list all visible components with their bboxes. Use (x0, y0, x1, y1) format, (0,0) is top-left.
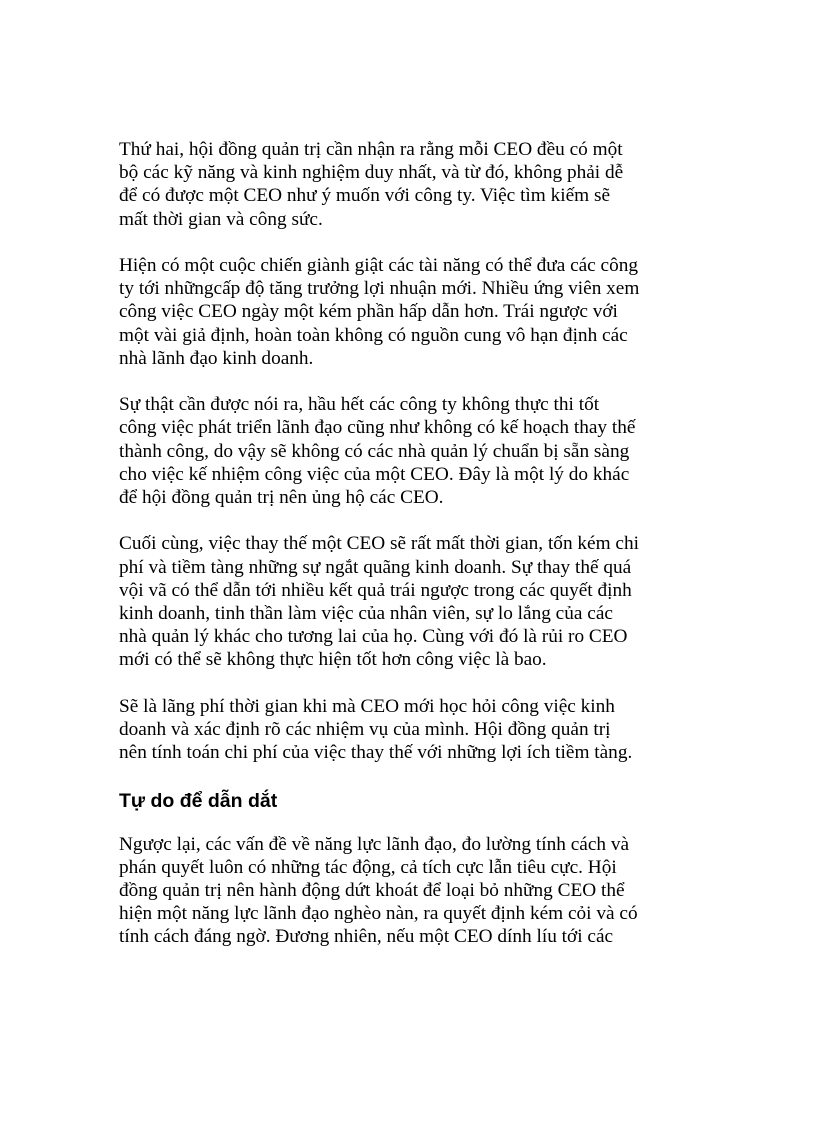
text-line: nhà quản lý khác cho tương lai của họ. Cùng với đó là rủi ro CEO (119, 626, 628, 648)
text-line: vội vã có thể dẫn tới nhiều kết quả trái ngược trong các quyết định (119, 579, 632, 601)
text-line: Sự thật cần được nói ra, hầu hết các công ty không thực thi tốt (119, 394, 600, 416)
paragraph-6 (119, 833, 719, 949)
text-line: hiện một năng lực lãnh đạo nghèo nàn, ra quyết định kém cỏi và có (119, 903, 638, 925)
text-line: nhà lãnh đạo kinh doanh. (119, 347, 314, 369)
text-line: bộ các kỹ năng và kinh nghiệm duy nhất, và từ đó, không phải dễ (119, 162, 624, 184)
text-line: Hiện có một cuộc chiến giành giật các tài năng có thể đưa các công (119, 255, 639, 276)
document-page (119, 138, 719, 972)
paragraph-3 (119, 393, 719, 509)
text-line: Sẽ là lãng phí thời gian khi mà CEO mới học hỏi công việc kinh (119, 695, 615, 717)
paragraph-5 (119, 695, 719, 765)
text-line: thành công, do vậy sẽ không có các nhà quản lý chuẩn bị sẵn sàng (119, 440, 630, 462)
text-line: phí và tiềm tàng những sự ngắt quãng kinh doanh. Sự thay thế quá (119, 556, 632, 578)
paragraph-1 (119, 138, 719, 231)
text-line: công việc phát triển lãnh đạo cũng như không có kế hoạch thay thế (119, 417, 636, 439)
text-line: Cuối cùng, việc thay thế một CEO sẽ rất mất thời gian, tốn kém chi (119, 533, 639, 555)
text-line: để hội đồng quản trị nên ủng hộ các CEO. (119, 487, 444, 509)
text-line: đồng quản trị nên hành động dứt khoát để loại bỏ những CEO thể (119, 880, 625, 902)
text-line: nên tính toán chi phí của việc thay thế với những lợi ích tiềm tàng. (119, 742, 633, 764)
text-line: kinh doanh, tinh thần làm việc của nhân viên, sự lo lắng của các (119, 603, 613, 625)
section-heading: Tự do để dẫn dắt (119, 789, 278, 812)
paragraph-4 (119, 532, 719, 671)
text-line: một vài giả định, hoàn toàn không có nguồn cung vô hạn định các (119, 324, 628, 346)
text-line: doanh và xác định rõ các nhiệm vụ của mình. Hội đồng quản trị (119, 719, 611, 741)
text-line: Ngược lại, các vấn đề về năng lực lãnh đạo, đo lường tính cách và (119, 833, 630, 855)
text-line: phán quyết luôn có những tác động, cả tích cực lẫn tiêu cực. Hội (119, 856, 617, 878)
paragraph-2 (119, 254, 719, 370)
text-line: tính cách đáng ngờ. Đương nhiên, nếu một CEO dính líu tới các (119, 926, 614, 948)
text-line: cho việc kế nhiệm công việc của một CEO. Đây là một lý do khác (119, 463, 630, 485)
text-line: ty tới nhữngcấp độ tăng trưởng lợi nhuận mới. Nhiều ứng viên xem (119, 278, 640, 300)
text-line: để có được một CEO như ý muốn với công ty. Việc tìm kiếm sẽ (119, 185, 611, 207)
text-line: mất thời gian và công sức. (119, 208, 323, 230)
text-line: mới có thể sẽ không thực hiện tốt hơn công việc là bao. (119, 649, 547, 671)
text-line: Thứ hai, hội đồng quản trị cần nhận ra rằng mỗi CEO đều có một (119, 139, 623, 160)
text-line: công việc CEO ngày một kém phần hấp dẫn hơn. Trái ngược với (119, 301, 618, 323)
